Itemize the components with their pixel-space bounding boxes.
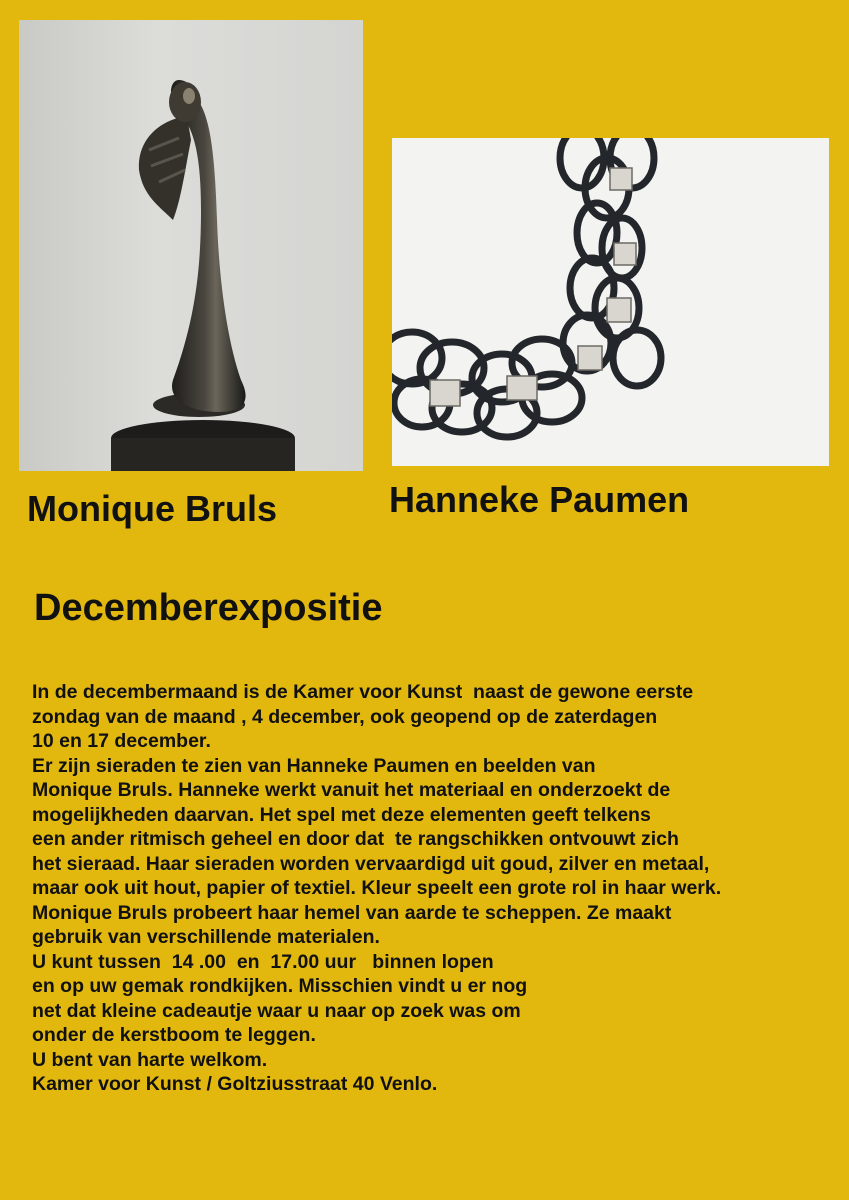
exhibition-title: Decemberexpositie xyxy=(34,587,383,629)
body-line: een ander ritmisch geheel en door dat te rangschikken ontvouwt zich xyxy=(32,828,679,850)
body-line: en op uw gemak rondkijken. Misschien vindt u er nog xyxy=(32,975,528,997)
body-line: gebruik van verschillende materialen. xyxy=(32,926,380,948)
artist-name-monique: Monique Bruls xyxy=(27,488,277,529)
announcement-text xyxy=(32,680,842,1097)
necklace-photo xyxy=(392,138,829,466)
body-line: Monique Bruls. Hanneke werkt vanuit het materiaal en onderzoekt de xyxy=(32,779,671,801)
body-line: Kamer voor Kunst / Goltziusstraat 40 Venlo. xyxy=(32,1073,438,1095)
body-line: onder de kerstboom te leggen. xyxy=(32,1024,316,1046)
body-line: net dat kleine cadeautje waar u naar op zoek was om xyxy=(32,999,521,1022)
body-line: U kunt tussen 14 .00 en 17.00 uur binnen lopen xyxy=(32,950,494,973)
body-line: maar ook uit hout, papier of textiel. Kleur speelt een grote rol in haar werk. xyxy=(32,877,722,899)
body-line: U bent van harte welkom. xyxy=(32,1048,268,1071)
sculpture-photo xyxy=(19,20,363,471)
body-line: Monique Bruls probeert haar hemel van aarde te scheppen. Ze maakt xyxy=(32,901,672,924)
body-line: In de decembermaand is de Kamer voor Kunst naast de gewone eerste xyxy=(32,681,694,703)
body-line: Er zijn sieraden te zien van Hanneke Paumen en beelden van xyxy=(32,754,596,777)
chain-necklace-image xyxy=(392,138,829,466)
artist-name-hanneke: Hanneke Paumen xyxy=(389,479,690,520)
bronze-angel-sculpture-image xyxy=(19,20,363,471)
body-line: het sieraad. Haar sieraden worden vervaardigd uit goud, zilver en metaal, xyxy=(32,852,710,875)
body-line: zondag van de maand , 4 december, ook geopend op de zaterdagen xyxy=(32,705,658,728)
body-line: mogelijkheden daarvan. Het spel met deze elementen geeft telkens xyxy=(32,803,651,826)
body-line: 10 en 17 december. xyxy=(32,730,211,752)
